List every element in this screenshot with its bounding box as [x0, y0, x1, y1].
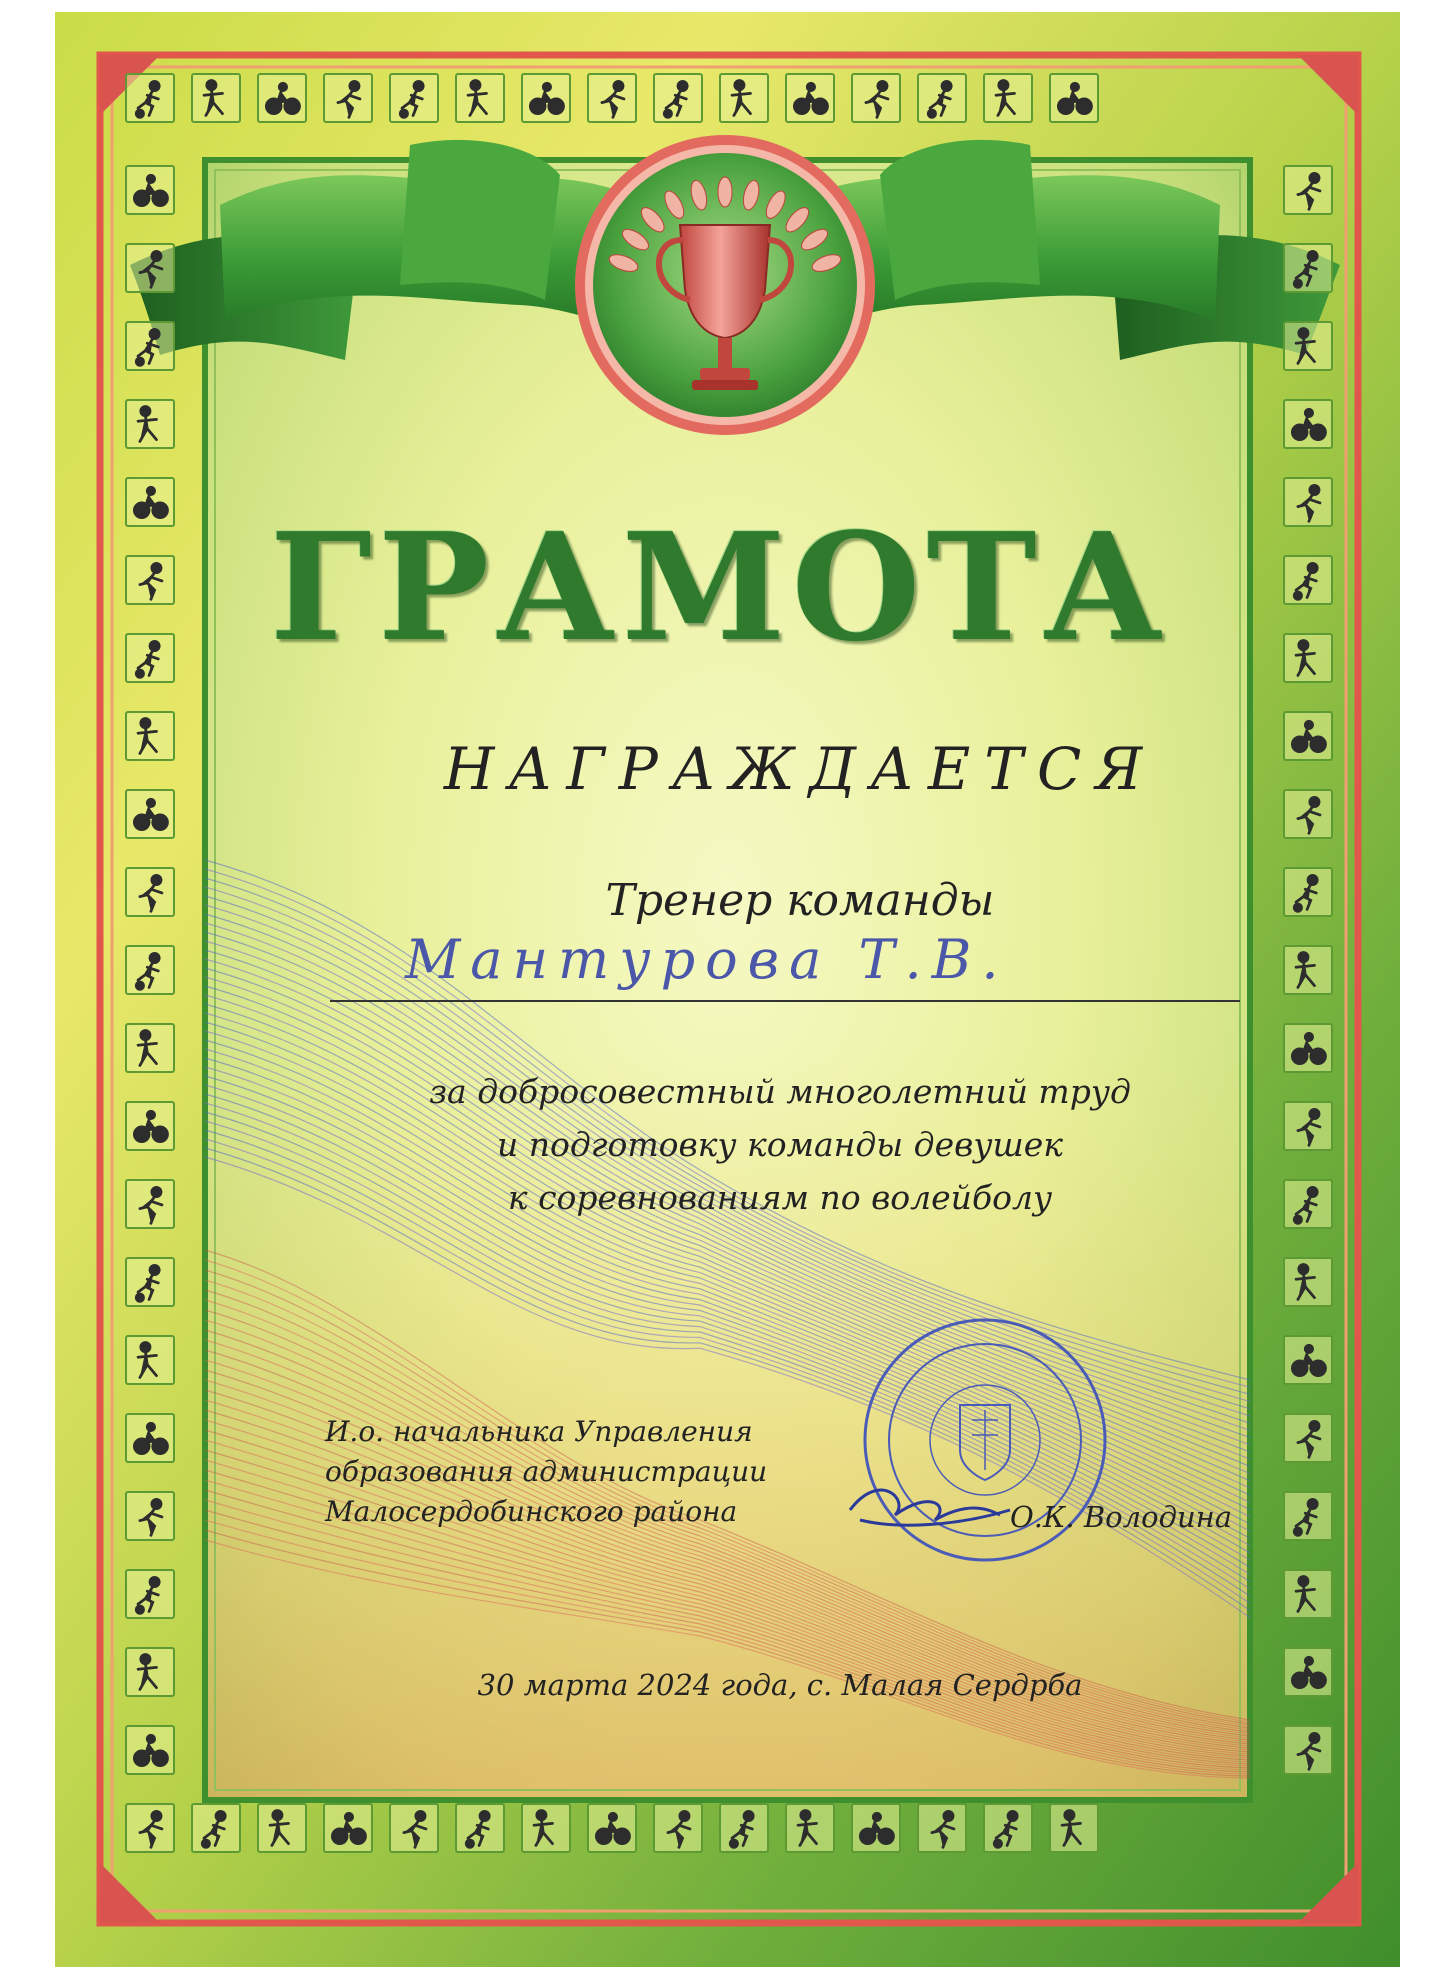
sport-pictogram-icon — [1283, 243, 1333, 293]
sport-pictogram-icon — [125, 1413, 175, 1463]
sport-pictogram-icon — [125, 1647, 175, 1697]
sport-pictogram-icon — [1283, 1491, 1333, 1541]
sport-pictogram-icon — [653, 1803, 703, 1853]
recipient-name: Мантурова Т.В. — [405, 928, 1009, 991]
sport-pictogram-icon — [1283, 1101, 1333, 1151]
sport-pictogram-icon — [1283, 1257, 1333, 1307]
sport-pictogram-icon — [125, 1569, 175, 1619]
sport-pictogram-icon — [1283, 945, 1333, 995]
sport-pictogram-icon — [1283, 1413, 1333, 1463]
sport-pictogram-icon — [125, 1101, 175, 1151]
reason-line: к соревнованиям по волейболу — [507, 1178, 1053, 1217]
sport-pictogram-icon — [125, 1491, 175, 1541]
sport-pictogram-icon — [1049, 73, 1099, 123]
sport-pictogram-icon — [719, 1803, 769, 1853]
signer-title-line: И.о. начальника Управления — [325, 1415, 753, 1448]
sport-pictogram-icon — [521, 73, 571, 123]
sport-pictogram-icon — [125, 1257, 175, 1307]
sport-pictogram-icon — [1283, 789, 1333, 839]
sport-pictogram-icon — [125, 165, 175, 215]
sport-pictogram-icon — [983, 1803, 1033, 1853]
sport-pictogram-icon — [1283, 711, 1333, 761]
sport-pictogram-icon — [125, 1725, 175, 1775]
signer-title-line: образования администрации — [325, 1455, 768, 1488]
sport-pictogram-icon — [1283, 1569, 1333, 1619]
sport-pictogram-icon — [125, 945, 175, 995]
sport-pictogram-icon — [125, 1335, 175, 1385]
certificate-title: ГРАМОТА — [269, 500, 1170, 674]
sport-pictogram-icon — [125, 867, 175, 917]
signer-name: О.К. Володина — [1010, 1500, 1233, 1534]
sport-pictogram-icon — [917, 1803, 967, 1853]
sport-pictogram-icon — [125, 399, 175, 449]
sport-pictogram-icon — [323, 1803, 373, 1853]
sport-pictogram-icon — [125, 1179, 175, 1229]
recipient-underline — [330, 1000, 1240, 1002]
reason-line: и подготовку команды девушек — [497, 1125, 1063, 1164]
sport-pictogram-icon — [521, 1803, 571, 1853]
sport-pictogram-icon — [1049, 1803, 1099, 1853]
sport-pictogram-icon — [851, 1803, 901, 1853]
awarded-heading: НАГРАЖДАЕТСЯ — [443, 735, 1157, 803]
sport-pictogram-icon — [455, 73, 505, 123]
sport-pictogram-icon — [785, 1803, 835, 1853]
sport-pictogram-icon — [851, 73, 901, 123]
sport-pictogram-icon — [125, 243, 175, 293]
sport-pictogram-icon — [191, 1803, 241, 1853]
sport-pictogram-icon — [125, 1803, 175, 1853]
date-and-place: 30 марта 2024 года, с. Малая Сердрба — [477, 1668, 1083, 1702]
sport-pictogram-icon — [1283, 1335, 1333, 1385]
sport-pictogram-icon — [1283, 867, 1333, 917]
sport-pictogram-icon — [653, 73, 703, 123]
sport-pictogram-icon — [917, 73, 967, 123]
sport-pictogram-icon — [785, 73, 835, 123]
sport-pictogram-icon — [587, 73, 637, 123]
sport-pictogram-icon — [1283, 399, 1333, 449]
sport-pictogram-icon — [257, 73, 307, 123]
sport-pictogram-icon — [323, 73, 373, 123]
sport-pictogram-icon — [389, 73, 439, 123]
sport-pictogram-icon — [587, 1803, 637, 1853]
sport-pictogram-icon — [125, 73, 175, 123]
sport-pictogram-icon — [125, 711, 175, 761]
sport-pictogram-icon — [125, 1023, 175, 1073]
sport-pictogram-icon — [389, 1803, 439, 1853]
sport-pictogram-icon — [455, 1803, 505, 1853]
sport-pictogram-icon — [1283, 1725, 1333, 1775]
signer-title-line: Малосердобинского района — [325, 1495, 738, 1528]
sport-pictogram-icon — [125, 789, 175, 839]
sport-pictogram-icon — [1283, 1023, 1333, 1073]
sport-pictogram-icon — [125, 321, 175, 371]
sport-pictogram-icon — [1283, 165, 1333, 215]
sport-pictogram-icon — [257, 1803, 307, 1853]
sport-pictogram-icon — [1283, 1179, 1333, 1229]
sport-pictogram-icon — [1283, 321, 1333, 371]
sport-pictogram-icon — [983, 73, 1033, 123]
sport-pictogram-icon — [1283, 1647, 1333, 1697]
sport-pictogram-icon — [191, 73, 241, 123]
recipient-position: Тренер команды — [605, 875, 995, 926]
sport-pictogram-icon — [719, 73, 769, 123]
reason-line: за добросовестный многолетний труд — [429, 1072, 1131, 1111]
